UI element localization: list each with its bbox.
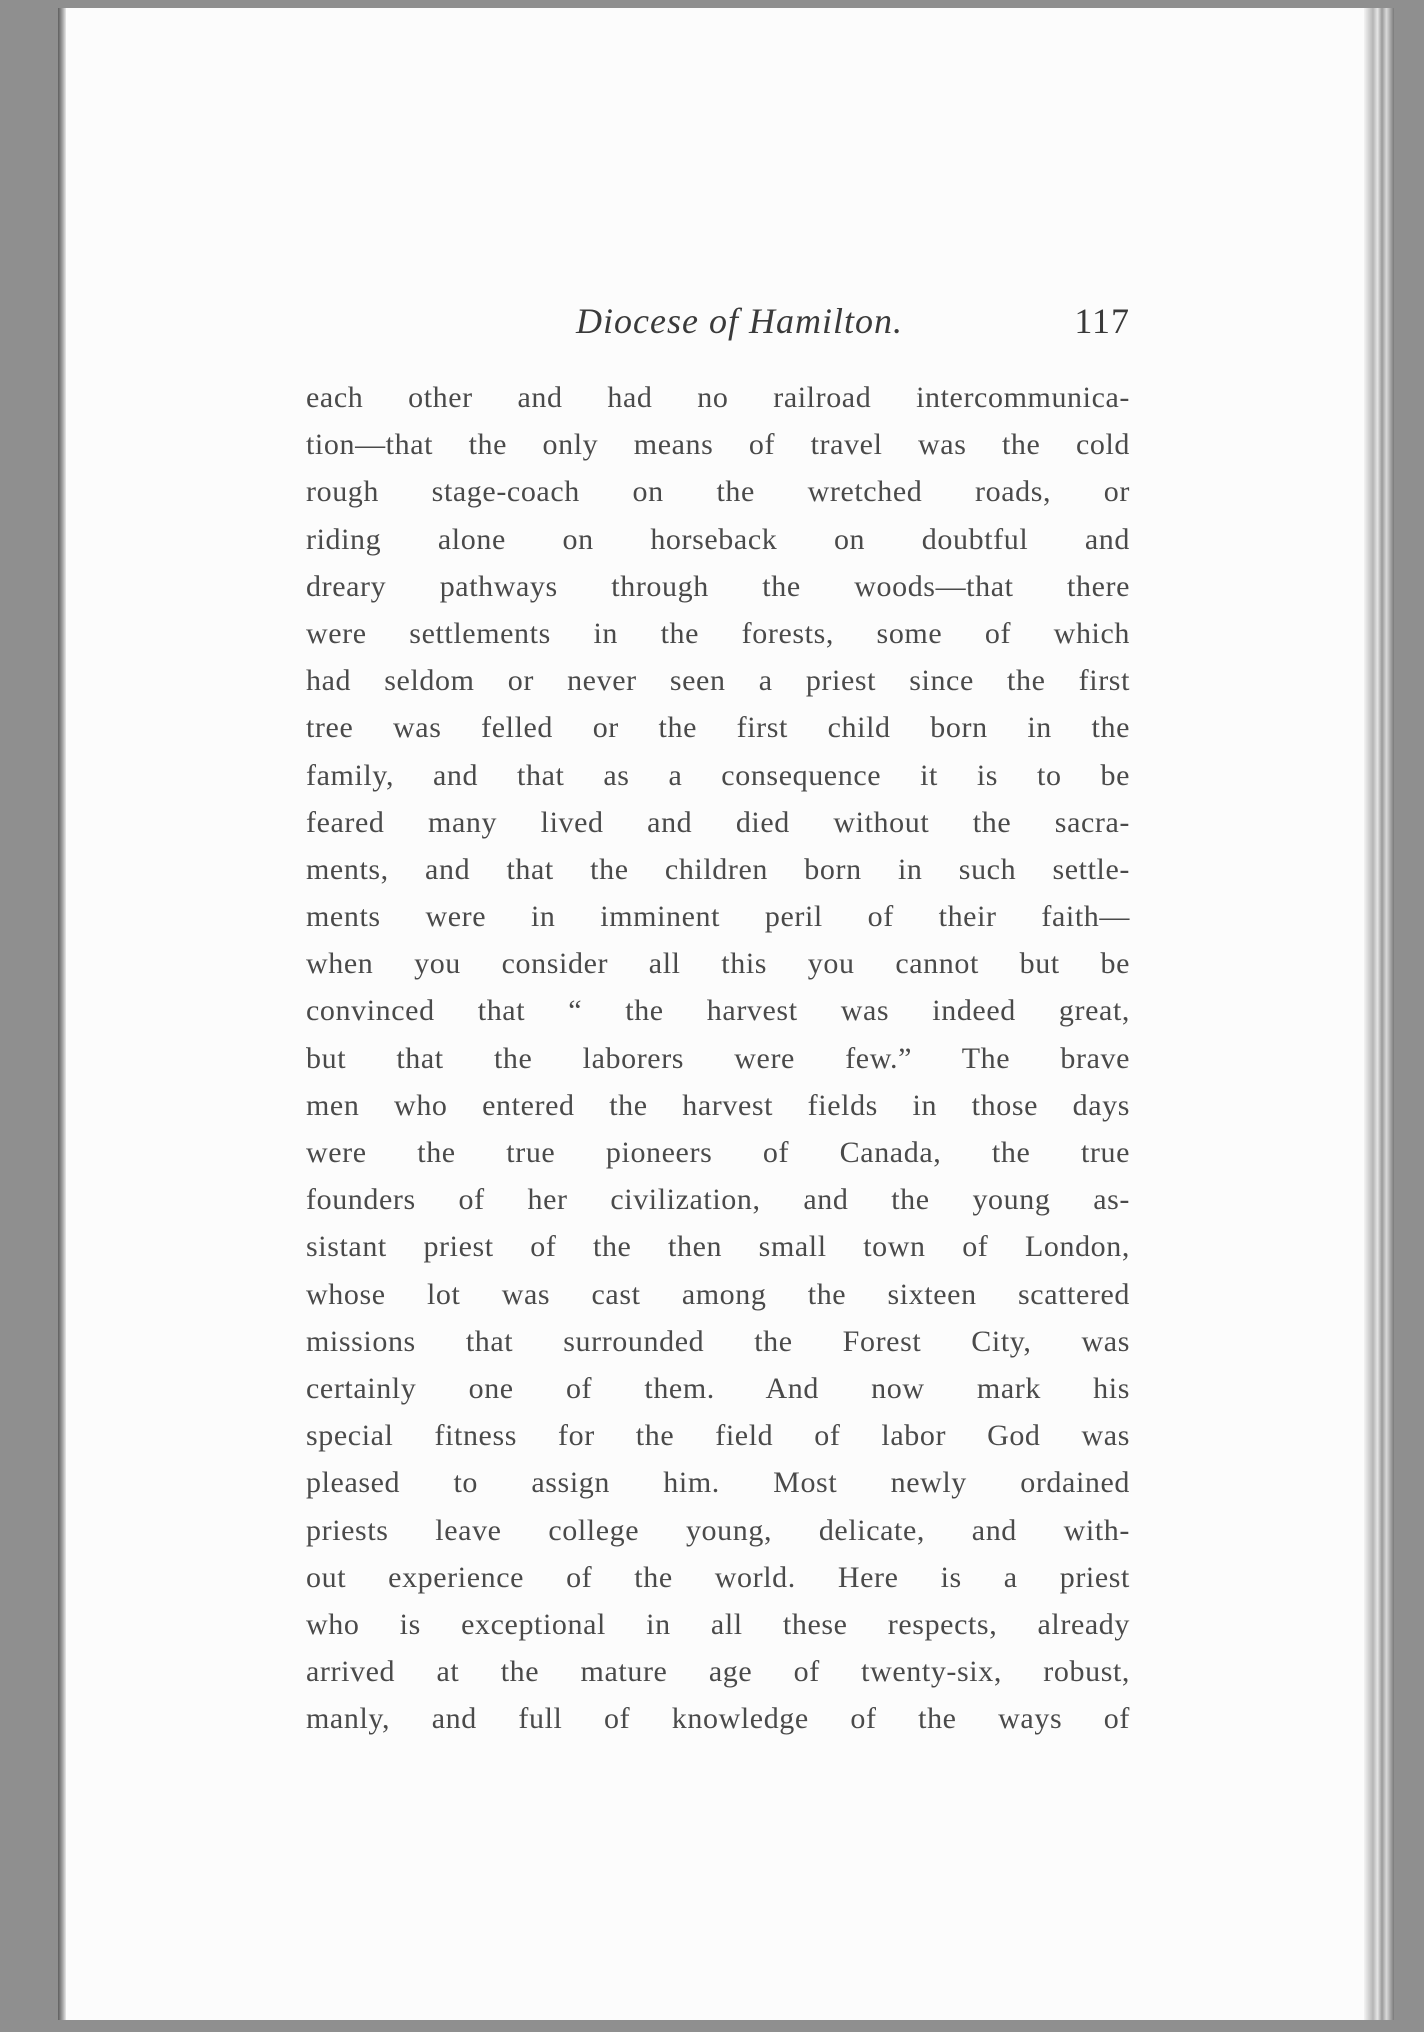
text-line: when you consider all this you cannot but be <box>306 947 1130 981</box>
text-line: who is exceptional in all these respects, already <box>306 1607 1130 1641</box>
text-line: tion—that the only means of travel was the cold <box>306 428 1130 462</box>
text-line: special fitness for the field of labor God was <box>306 1419 1130 1453</box>
text-line: sistant priest of the then small town of London, <box>306 1230 1130 1264</box>
text-line: dreary pathways through the woods—that there <box>306 569 1130 603</box>
text-line: ments, and that the children born in such settle- <box>306 852 1130 886</box>
text-line: feared many lived and died without the sacra- <box>306 805 1130 839</box>
text-line: ments were in imminent peril of their faith— <box>306 900 1130 934</box>
text-line: arrived at the mature age of twenty-six, robust, <box>306 1655 1130 1689</box>
text-line: each other and had no railroad intercommunica- <box>306 381 1130 414</box>
body-text <box>306 374 1130 1742</box>
text-line: missions that surrounded the Forest City, was <box>306 1324 1130 1358</box>
text-line: rough stage-coach on the wretched roads, or <box>306 475 1130 509</box>
text-line: were settlements in the forests, some of which <box>306 616 1130 650</box>
text-line: priests leave college young, delicate, and with- <box>306 1513 1130 1547</box>
running-head <box>306 300 1130 344</box>
page-right-edge <box>1364 8 1394 2020</box>
text-line: out experience of the world. Here is a priest <box>306 1560 1130 1594</box>
text-line: riding alone on horseback on doubtful and <box>306 522 1130 556</box>
text-line: pleased to assign him. Most newly ordained <box>306 1466 1130 1500</box>
text-line: tree was felled or the first child born in the <box>306 711 1130 745</box>
text-line: but that the laborers were few.” The brave <box>306 1041 1130 1075</box>
text-line: were the true pioneers of Canada, the true <box>306 1136 1130 1169</box>
text-line: men who entered the harvest fields in those days <box>306 1088 1130 1122</box>
page-left-edge <box>58 8 66 2020</box>
book-page <box>58 8 1394 2020</box>
text-line: whose lot was cast among the sixteen scattered <box>306 1277 1130 1311</box>
text-line: family, and that as a consequence it is to be <box>306 758 1130 792</box>
text-line: convinced that “ the harvest was indeed great, <box>306 994 1130 1028</box>
text-line: manly, and full of knowledge of the ways of <box>306 1702 1130 1736</box>
page-number: 117 <box>1074 301 1130 341</box>
text-line: had seldom or never seen a priest since the first <box>306 664 1130 698</box>
text-line: certainly one of them. And now mark his <box>306 1371 1130 1405</box>
running-title: Diocese of Hamilton. <box>576 301 903 341</box>
text-line: founders of her civilization, and the young as- <box>306 1183 1130 1217</box>
